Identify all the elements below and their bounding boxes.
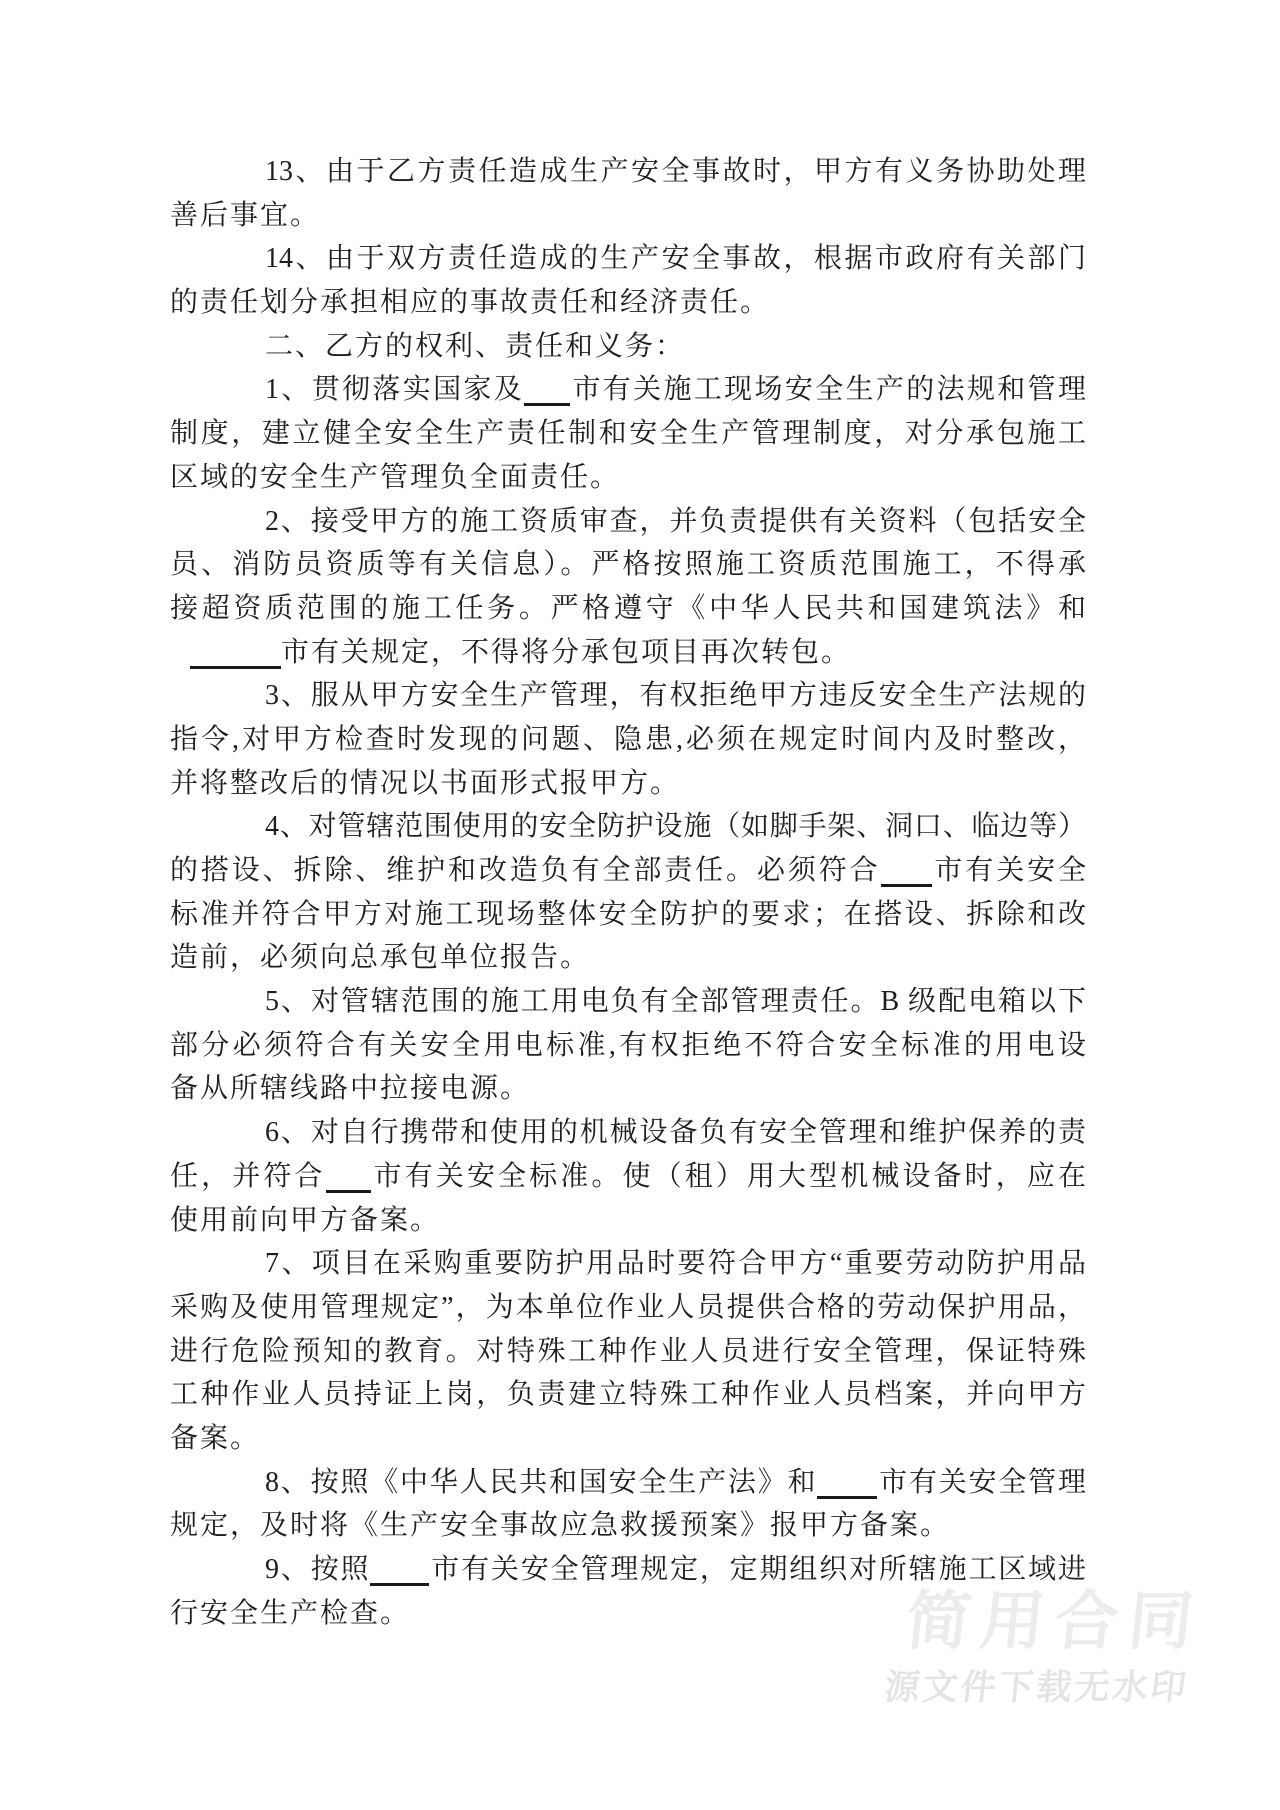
text-line: 9、按照 市有关安全管理规定，定期组织对所辖施工区域进 xyxy=(170,1548,1086,1592)
text-line: 制度，建立健全安全生产责任制和安全生产管理制度，对分承包施工 xyxy=(170,418,1086,450)
paragraph-indent xyxy=(170,1271,265,1272)
text-line: 善后事宜。 xyxy=(170,199,321,231)
fill-in-blank-underline xyxy=(817,1494,877,1499)
text-line: 部分必须符合有关安全用电标准,有权拒绝不符合安全标准的用电设 xyxy=(170,1029,1086,1061)
paragraph-indent xyxy=(170,1577,265,1578)
fill-in-blank-underline xyxy=(881,882,932,887)
text-line: 14、由于双方责任造成的生产安全事故，根据市政府有关部门 xyxy=(170,237,1086,281)
paragraph-indent xyxy=(170,354,265,355)
watermark-title: 简用合同 xyxy=(902,1585,1207,1657)
paragraph-indent xyxy=(170,397,265,398)
text-line: 备案。 xyxy=(170,1422,261,1454)
text-line: 使用前向甲方备案。 xyxy=(170,1204,441,1236)
paragraph-indent xyxy=(170,703,265,704)
contract-body xyxy=(170,150,1086,1635)
text-line: 二、乙方的权利、责任和义务： xyxy=(170,325,1086,369)
text-line: 造前，必须向总承包单位报告。 xyxy=(170,942,591,974)
paragraph-indent xyxy=(170,266,265,267)
text-line: 采购及使用管理规定”，为本单位作业人员提供合格的劳动保护用品， xyxy=(170,1291,1086,1323)
text-line: 13、由于乙方责任造成生产安全事故时，甲方有义务协助处理 xyxy=(170,150,1086,194)
text-line: 6、对自行携带和使用的机械设备负有安全管理和维护保养的责 xyxy=(170,1111,1086,1155)
paragraph-indent xyxy=(170,1490,265,1491)
text-line: 2、接受甲方的施工资质审查，并负责提供有关资料（包括安全 xyxy=(170,500,1086,544)
text-line: 市有关规定，不得将分承包项目再次转包。 xyxy=(170,631,1086,675)
fill-in-blank-underline xyxy=(190,664,281,669)
paragraph-indent xyxy=(170,529,265,530)
text-line: 3、服从甲方安全生产管理，有权拒绝甲方违反安全生产法规的 xyxy=(170,674,1086,718)
paragraph-indent xyxy=(170,179,265,180)
fill-in-blank-underline xyxy=(326,1188,371,1193)
text-line: 的责任划分承担相应的事故责任和经济责任。 xyxy=(170,287,771,319)
fill-in-blank-underline xyxy=(524,401,570,406)
text-line: 规定，及时将《生产安全事故应急救援预案》报甲方备案。 xyxy=(170,1510,951,1542)
text-line: 备从所辖线路中拉接电源。 xyxy=(170,1073,531,1105)
text-line: 进行危险预知的教育。对特殊工种作业人员进行安全管理，保证特殊 xyxy=(170,1335,1086,1367)
text-line: 8、按照《中华人民共和国安全生产法》和 市有关安全管理 xyxy=(170,1461,1086,1505)
text-line: 行安全生产检查。 xyxy=(170,1597,411,1629)
text-line: 的搭设、拆除、维护和改造负有全部责任。必须符合 市有关安全 xyxy=(170,855,1086,886)
text-line: 4、对管辖范围使用的安全防护设施（如脚手架、洞口、临边等） xyxy=(170,805,1086,849)
text-line: 1、贯彻落实国家及 市有关施工现场安全生产的法规和管理 xyxy=(170,368,1086,412)
text-line: 区域的安全生产管理负全面责任。 xyxy=(170,461,621,493)
watermark-subtitle: 源文件下载无水印 xyxy=(882,1668,1191,1707)
text-line: 接超资质范围的施工任务。严格遵守《中华人民共和国建筑法》和 xyxy=(170,592,1086,624)
text-line: 并将整改后的情况以书面形式报甲方。 xyxy=(170,767,681,799)
text-line: 5、对管辖范围的施工用电负有全部管理责任。B 级配电箱以下 xyxy=(170,980,1086,1024)
fill-in-blank-underline xyxy=(370,1581,429,1586)
text-line: 标准并符合甲方对施工现场整体安全防护的要求；在搭设、拆除和改 xyxy=(170,898,1086,930)
text-line: 员、消防员资质等有关信息）。严格按照施工资质范围施工，不得承 xyxy=(170,549,1086,581)
paragraph-indent xyxy=(170,834,265,835)
text-line: 7、项目在采购重要防护用品时要符合甲方“重要劳动防护用品 xyxy=(170,1242,1086,1286)
text-line: 工种作业人员持证上岗，负责建立特殊工种作业人员档案，并向甲方 xyxy=(170,1379,1086,1411)
paragraph-indent xyxy=(170,1140,265,1141)
text-line: 任，并符合 市有关安全标准。使（租）用大型机械设备时，应在 xyxy=(170,1160,1086,1192)
paragraph-indent xyxy=(170,1009,265,1010)
text-line: 指令,对甲方检查时发现的问题、隐患,必须在规定时间内及时整改， xyxy=(170,723,1086,755)
